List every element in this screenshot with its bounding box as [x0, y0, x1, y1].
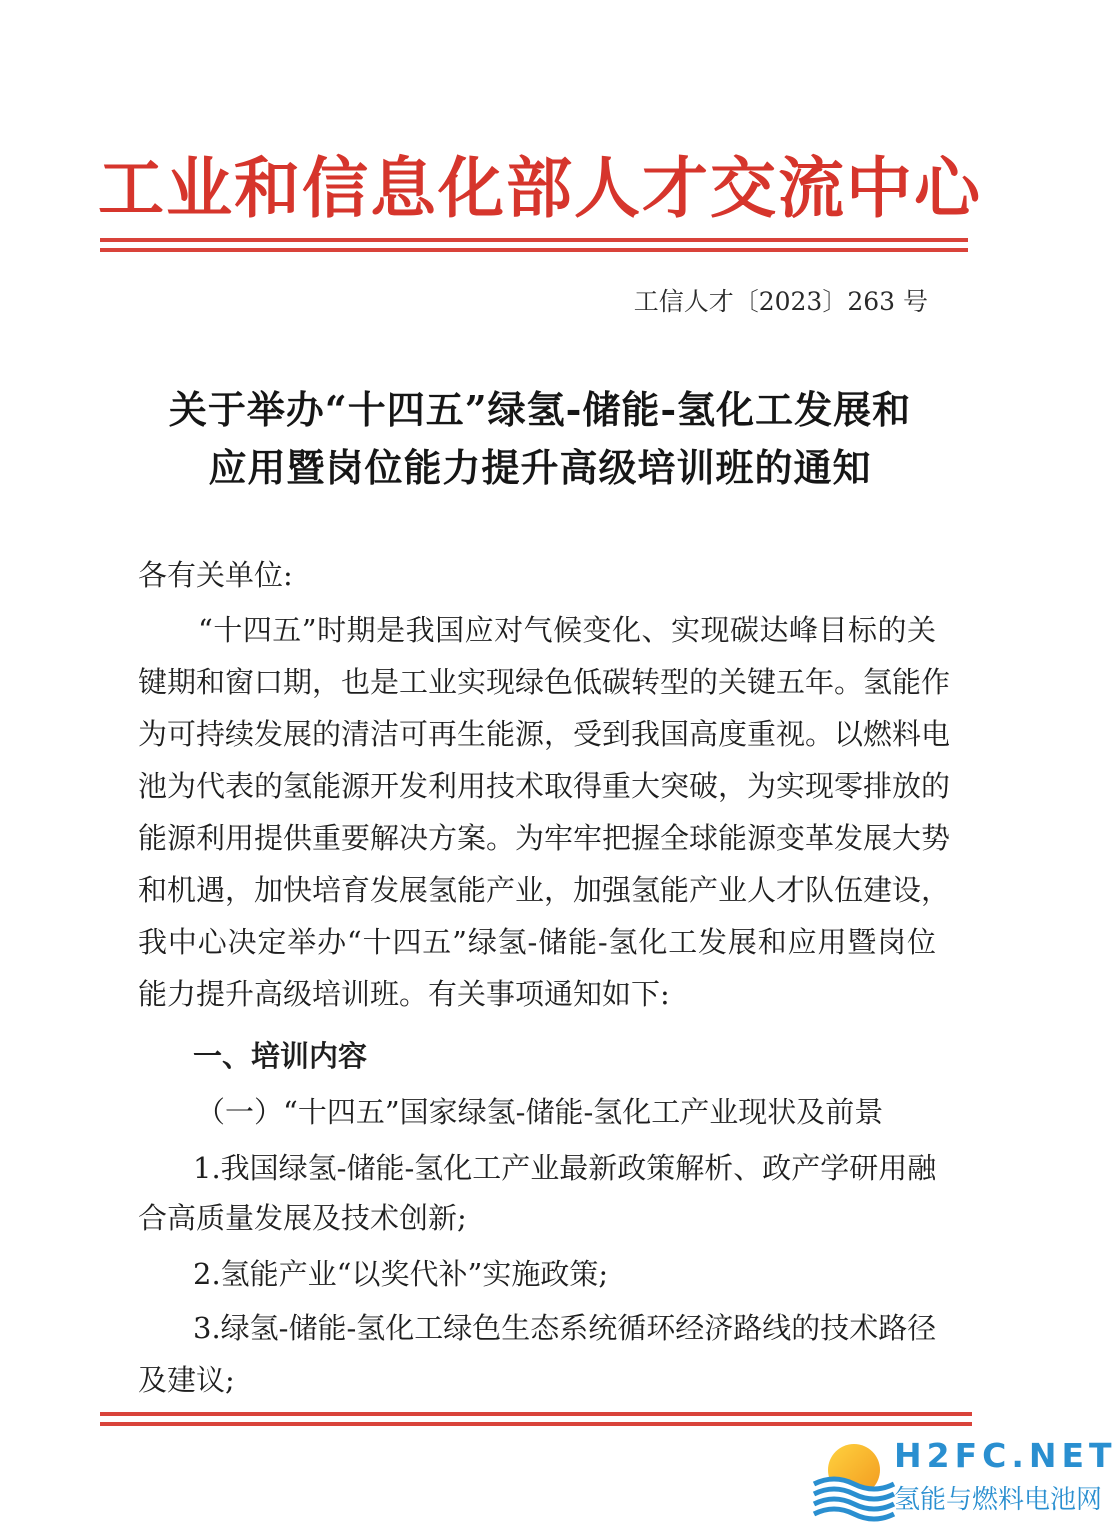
- sun-wave-logo-icon: [810, 1440, 894, 1520]
- subsection-heading: （一）“十四五”国家绿氢-储能-氢化工产业现状及前景: [196, 1095, 884, 1129]
- watermark: [810, 1432, 1117, 1527]
- organization-name: 工业和信息化部人才交流中心: [98, 149, 982, 227]
- list-item: 2.氢能产业“以奖代补”实施政策;: [193, 1257, 609, 1291]
- list-item: 合高质量发展及技术创新;: [138, 1201, 467, 1235]
- paragraph-line: 键期和窗口期，也是工业实现绿色低碳转型的关键五年。氢能作: [138, 665, 951, 699]
- list-item: 1.我国绿氢-储能-氢化工产业最新政策解析、政产学研用融: [193, 1151, 937, 1185]
- list-item: 3.绿氢-储能-氢化工绿色生态系统循环经济路线的技术路径: [193, 1311, 937, 1345]
- paragraph-line: 和机遇，加快培育发展氢能产业，加强氢能产业人才队伍建设，: [138, 873, 951, 907]
- paragraph-line: 池为代表的氢能源开发利用技术取得重大突破，为实现零排放的: [138, 769, 951, 803]
- document-title-line-1: 关于举办“十四五”绿氢-储能-氢化工发展和: [168, 387, 912, 432]
- document-number: 工信人才〔2023〕263 号: [633, 287, 928, 316]
- footer-rule-top: [100, 1412, 972, 1416]
- list-item: 及建议;: [138, 1363, 235, 1397]
- paragraph-line: 能力提升高级培训班。有关事项通知如下:: [138, 977, 670, 1011]
- salutation: 各有关单位:: [138, 558, 293, 592]
- document-title-line-2: 应用暨岗位能力提升高级培训班的通知: [208, 445, 872, 490]
- header-rule-bottom: [100, 248, 968, 252]
- header-rule-top: [100, 238, 968, 242]
- paragraph-line: 我中心决定举办“十四五”绿氢-储能-氢化工发展和应用暨岗位: [138, 925, 936, 959]
- section-heading: 一、培训内容: [193, 1039, 368, 1073]
- paragraph-line: “十四五”时期是我国应对气候变化、实现碳达峰目标的关: [198, 613, 936, 647]
- paragraph-line: 能源利用提供重要解决方案。为牢牢把握全球能源变革发展大势: [138, 821, 951, 855]
- watermark-subtitle: 氢能与燃料电池网: [894, 1485, 1103, 1515]
- watermark-brand: H2FC.NET: [894, 1436, 1117, 1475]
- paragraph-line: 为可持续发展的清洁可再生能源，受到我国高度重视。以燃料电: [138, 717, 951, 751]
- footer-rule-bottom: [100, 1422, 972, 1426]
